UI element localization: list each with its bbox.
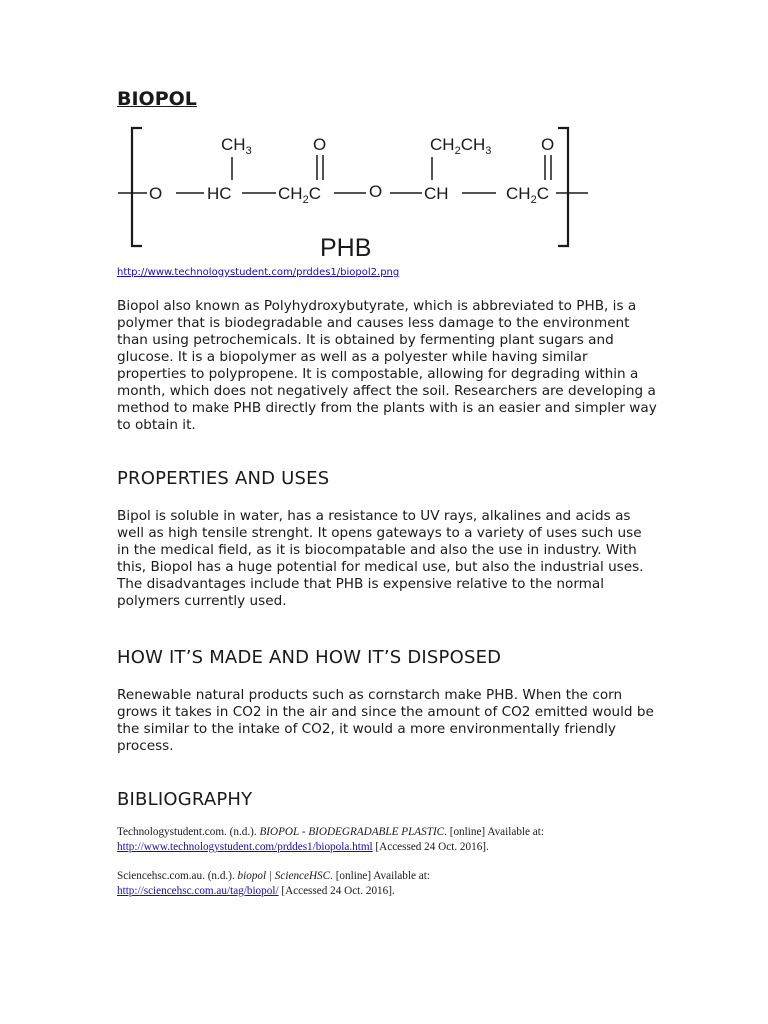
ref-title: BIOPOL - BIODEGRADABLE PLASTIC <box>259 826 445 838</box>
ref-online: . [online] Available at: <box>444 826 544 838</box>
structure-caption: PHB <box>320 234 372 262</box>
label-o-top-1: O <box>313 135 327 154</box>
label-o-mid: O <box>369 182 383 201</box>
heading-properties-and-uses: PROPERTIES AND USES <box>117 468 330 489</box>
label-ch2c-1: $CH_2C$ <box>278 184 321 206</box>
label-ch2ch3: $CH_2CH_3$ <box>430 135 492 157</box>
label-ch2c-2: $CH_2C$ <box>506 184 549 206</box>
ref-url-link[interactable]: http://www.technologystudent.com/prddes1/biopola.html <box>117 841 373 853</box>
properties-paragraph: Bipol is soluble in water, has a resistance to UV rays, alkalines and acids as well as high tensile strenght. It opens gateways to a variety of uses such use in the medical field, as it is biocompatable and also the use in industry. With this, Biopol has a huge potential for medical use, but also the industrial uses. The disadvantages include that PHB is expensive relative to the normal polymers currently used. <box>117 508 644 609</box>
process-paragraph: Renewable natural products such as cornstarch make PHB. When the corn grows it takes in CO2 in the air and since the amount of CO2 emitted would be the similar to the intake of CO2, it would a more environmentally friendly process. <box>117 687 654 754</box>
ref-url-link[interactable]: http://sciencehsc.com.au/tag/biopol/ <box>117 885 279 897</box>
phb-structure-diagram <box>100 118 600 268</box>
ref-online: . [online] Available at: <box>330 870 430 882</box>
heading-how-made-disposed: HOW IT’S MADE AND HOW IT’S DISPOSED <box>117 647 502 668</box>
ref-author: Technologystudent.com. (n.d.). <box>117 826 260 838</box>
label-ch: CH <box>424 184 449 203</box>
ref-author: Sciencehsc.com.au. (n.d.). <box>117 870 238 882</box>
ref-accessed: [Accessed 24 Oct. 2016]. <box>278 885 395 897</box>
heading-bibliography: BIBLIOGRAPHY <box>117 789 253 810</box>
image-source-link[interactable]: http://www.technologystudent.com/prddes1/biopol2.png <box>117 267 400 278</box>
label-o-left: O <box>149 184 163 203</box>
label-hc: HC <box>207 184 232 203</box>
document-title: BIOPOL <box>117 88 197 110</box>
ref-title: biopol | ScienceHSC <box>237 870 331 882</box>
intro-paragraph: Biopol also known as Polyhydroxybutyrate, which is abbreviated to PHB, is a polymer that is biodegradable and causes less damage to the environment than using petrochemicals. It is obtained by fermenting plant sugars and glucose. It is a biopolymer as well as a polyester while having similar properties to polypropene. It is compostable, allowing for degrading within a month, which does not negatively affect the soil. Researchers are developing a method to make PHB directly from the plants with is an easier and simpler way to obtain it. <box>117 298 657 433</box>
label-ch3: $CH_3$ <box>221 135 252 157</box>
bibliography-entry <box>117 869 677 899</box>
bibliography-entry <box>117 825 677 855</box>
label-o-top-2: O <box>541 135 555 154</box>
left-bracket <box>132 128 142 246</box>
ref-accessed: [Accessed 24 Oct. 2016]. <box>372 841 489 853</box>
right-bracket <box>558 128 568 246</box>
